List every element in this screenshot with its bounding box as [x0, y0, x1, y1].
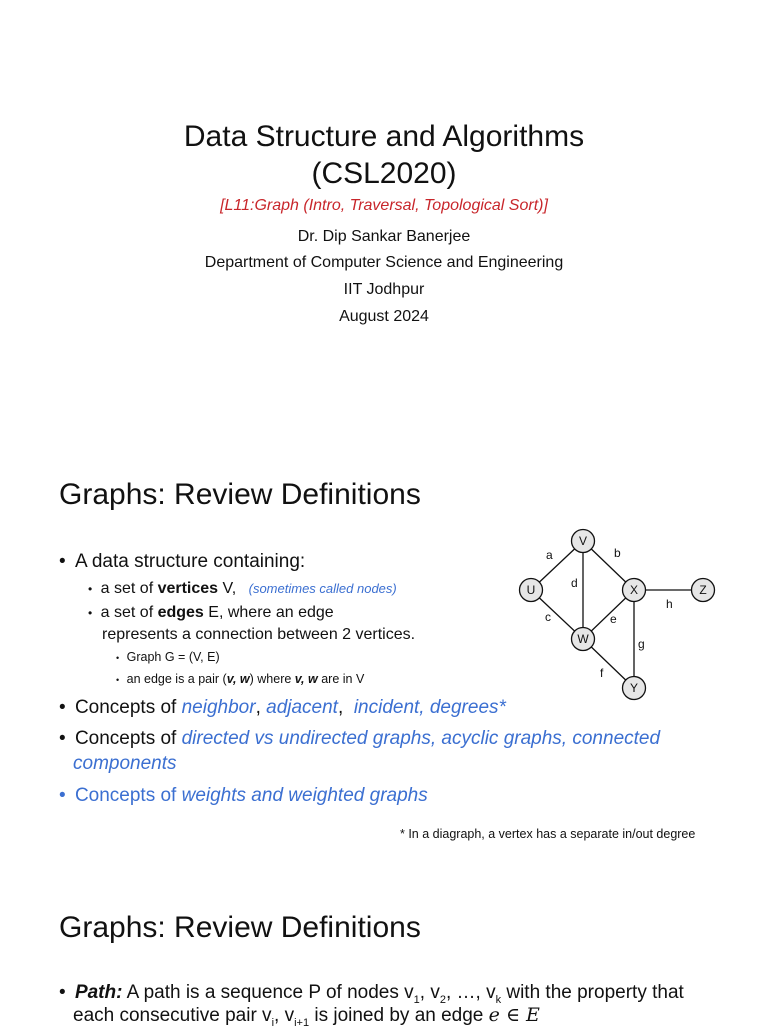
node-label-y: Y: [629, 681, 639, 695]
bullet-dot: •: [59, 785, 66, 806]
concept3-prefix: Concepts of: [74, 785, 182, 806]
concept1-term2: adjacent: [266, 697, 338, 718]
graph-diagram: [505, 525, 730, 705]
department-name: Department of Computer Science and Engineering: [204, 254, 564, 271]
path-math: e ∈ E: [488, 1004, 540, 1026]
sub-bullet-vertices: [88, 580, 397, 598]
concept2-prefix: Concepts of: [74, 728, 182, 749]
edges-text-c: E, where an edge: [203, 604, 334, 621]
bullet-dot: •: [116, 653, 120, 663]
sub-sub-bullet-edge-pair: [116, 672, 364, 686]
edges-line2: represents a connection between 2 vertices.: [102, 626, 416, 643]
edge-pair-d: v, w: [294, 672, 318, 686]
author-name: Dr. Dip Sankar Banerjee: [297, 228, 471, 245]
edge-pair-c: ) where: [249, 672, 295, 686]
edge-pair-e: are in V: [317, 672, 365, 686]
slide-title-line2: (CSL2020): [311, 157, 457, 190]
lecture-subtitle: [L11:Graph (Intro, Traversal, Topological Sort)]: [220, 197, 548, 214]
edge-label-g: g: [638, 637, 645, 651]
slide3-heading: Graphs: Review Definitions: [59, 911, 421, 944]
bullet-path: • Path: A path is a sequence P of nodes $v_1$, $v_2$, …, $v_k$ with the property that: [59, 982, 684, 1006]
footnote: * In a diagraph, a vertex has a separate in/out degree: [400, 827, 696, 841]
bullet-dot: •: [59, 982, 66, 1003]
concept1-term3: incident, degrees*: [353, 697, 506, 718]
bullet-concepts-1: • Concepts of neighbor, adjacent, incident, degrees*: [59, 697, 506, 718]
bullet-text: A data structure containing:: [74, 551, 306, 572]
node-label-w: W: [577, 632, 589, 646]
path-term: Path:: [74, 982, 123, 1003]
concept2-line1: directed vs undirected graphs, acyclic graphs, connected: [181, 728, 661, 749]
sub-bullet-edges: [88, 604, 334, 622]
slide-title-line1: Data Structure and Algorithms: [183, 120, 585, 153]
edges-term: edges: [157, 604, 204, 621]
edge-label-b: b: [614, 546, 621, 560]
bullet-dot: •: [116, 675, 120, 685]
bullet-dot: •: [88, 582, 93, 596]
vertices-text-c: V,: [218, 580, 237, 597]
node-label-v: V: [578, 534, 588, 548]
edge-label-f: f: [600, 666, 604, 680]
bullet-dot: •: [59, 551, 66, 572]
edge-pair-a: an edge is a pair (: [126, 672, 227, 686]
concept1-prefix: Concepts of: [74, 697, 182, 718]
bullet-dot: •: [88, 606, 93, 620]
path-line2: each consecutive pair $v_i$, $v_{i+1}$ is joined by an edge e ∈ E: [73, 1004, 540, 1029]
institute-name: IIT Jodhpur: [343, 281, 425, 298]
edge-pair-b: v, w: [226, 672, 250, 686]
edge-label-h: h: [666, 597, 673, 611]
bullet-data-structure: [59, 551, 305, 573]
bullet-dot: •: [59, 697, 66, 718]
path-line2-b: is joined by an edge: [309, 1005, 489, 1026]
vertices-term: vertices: [157, 580, 219, 597]
vertices-note: (sometimes called nodes): [248, 581, 397, 596]
slide2-heading: Graphs: Review Definitions: [59, 478, 421, 511]
bullet-concepts-3: [59, 785, 428, 807]
bullet-dot: •: [59, 728, 66, 749]
edge-label-c: c: [545, 610, 551, 624]
edge-label-d: d: [571, 576, 578, 590]
path-line2-a: each consecutive pair v: [73, 1005, 272, 1026]
date-text: August 2024: [339, 308, 429, 325]
edge-label-a: a: [546, 548, 553, 562]
bullet-concepts-2: [59, 728, 660, 750]
sub-sub-bullet-graph: [116, 650, 220, 664]
node-label-u: U: [526, 583, 536, 597]
graph-edges: [531, 541, 703, 688]
path-text2: with the property that: [501, 982, 684, 1003]
node-label-x: X: [629, 583, 639, 597]
node-label-z: Z: [699, 583, 707, 597]
path-text1: A path is a sequence P of nodes v: [122, 982, 414, 1003]
concept3-term: weights and weighted graphs: [181, 785, 428, 806]
edge-label-e: e: [610, 612, 617, 626]
edges-text-a: a set of: [100, 604, 158, 621]
concept2-line2: components: [73, 753, 177, 774]
concept1-term1: neighbor: [181, 697, 256, 718]
graph-def-text: Graph G = (V, E): [126, 650, 220, 664]
vertices-text-a: a set of: [100, 580, 158, 597]
